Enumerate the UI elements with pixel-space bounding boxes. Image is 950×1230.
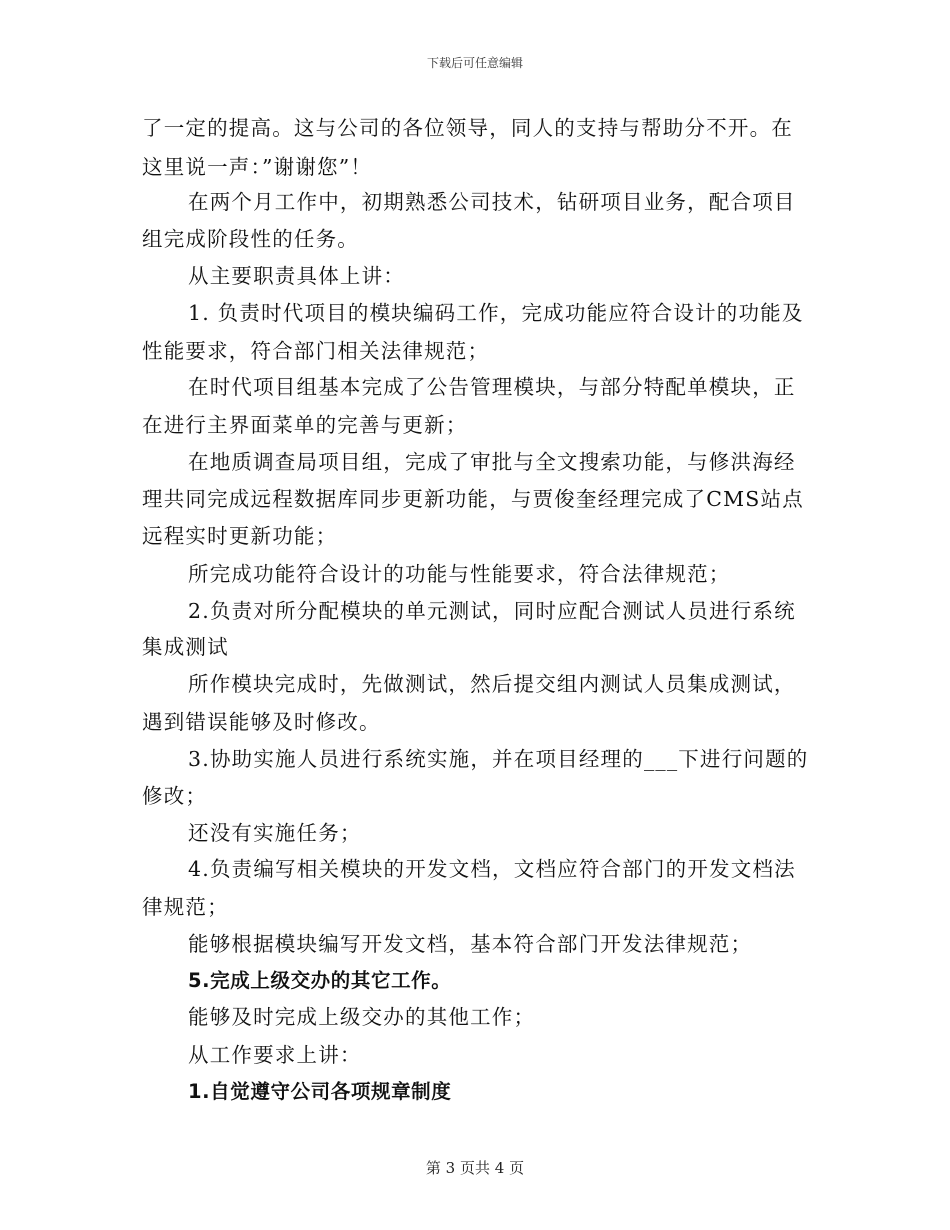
- paragraph-line: 还没有实施任务；: [188, 821, 362, 845]
- page-header: 下载后可任意编辑: [426, 56, 523, 70]
- paragraph-line: 4.负责编写相关模块的开发文档，文档应符合部门的开发文档法: [188, 857, 796, 881]
- page-footer: 第 3 页共 4 页: [425, 1159, 525, 1177]
- paragraph-line: 律规范；: [142, 895, 229, 919]
- paragraph-line: 理共同完成远程数据库同步更新功能，与贾俊奎经理完成了CMS站点: [142, 487, 804, 511]
- paragraph-line: 修改；: [142, 784, 208, 808]
- paragraph-line: 所完成功能符合设计的功能与性能要求，符合法律规范；: [188, 562, 731, 586]
- paragraph-line: 1.自觉遵守公司各项规章制度: [188, 1080, 452, 1103]
- paragraph-line: 集成测试: [142, 635, 229, 659]
- paragraph-line: 这里说一声：”谢谢您”！: [142, 155, 373, 179]
- paragraph-line: 5.完成上级交办的其它工作。: [188, 969, 452, 992]
- paragraph-line: 性能要求，符合部门相关法律规范；: [142, 339, 490, 363]
- paragraph-line: 在进行主界面菜单的完善与更新；: [142, 413, 468, 437]
- paragraph-line: 能够及时完成上级交办的其他工作；: [188, 1005, 536, 1029]
- paragraph-line: 组完成阶段性的任务。: [142, 227, 359, 251]
- paragraph-line: 了一定的提高。这与公司的各位领导，同人的支持与帮助分不开。在: [142, 116, 793, 140]
- paragraph-line: 3.协助实施人员进行系统实施，并在项目经理的___下进行问题的: [188, 747, 809, 771]
- paragraph-line: 能够根据模块编写开发文档，基本符合部门开发法律规范；: [188, 932, 753, 956]
- paragraph-line: 在两个月工作中，初期熟悉公司技术，钻研项目业务，配合项目: [188, 190, 796, 214]
- paragraph-line: 在地质调查局项目组，完成了审批与全文搜索功能，与修洪海经: [188, 450, 796, 474]
- paragraph-line: 从工作要求上讲：: [188, 1043, 362, 1067]
- paragraph-line: 1. 负责时代项目的模块编码工作，完成功能应符合设计的功能及: [188, 301, 804, 325]
- paragraph-line: 从主要职责具体上讲：: [188, 264, 405, 288]
- paragraph-line: 2.负责对所分配模块的单元测试，同时应配合测试人员进行系统: [188, 599, 796, 623]
- paragraph-line: 在时代项目组基本完成了公告管理模块，与部分特配单模块，正: [188, 375, 796, 399]
- paragraph-line: 远程实时更新功能；: [142, 524, 338, 548]
- paragraph-line: 遇到错误能够及时修改。: [142, 710, 381, 734]
- paragraph-line: 所作模块完成时，先做测试，然后提交组内测试人员集成测试，: [188, 672, 796, 696]
